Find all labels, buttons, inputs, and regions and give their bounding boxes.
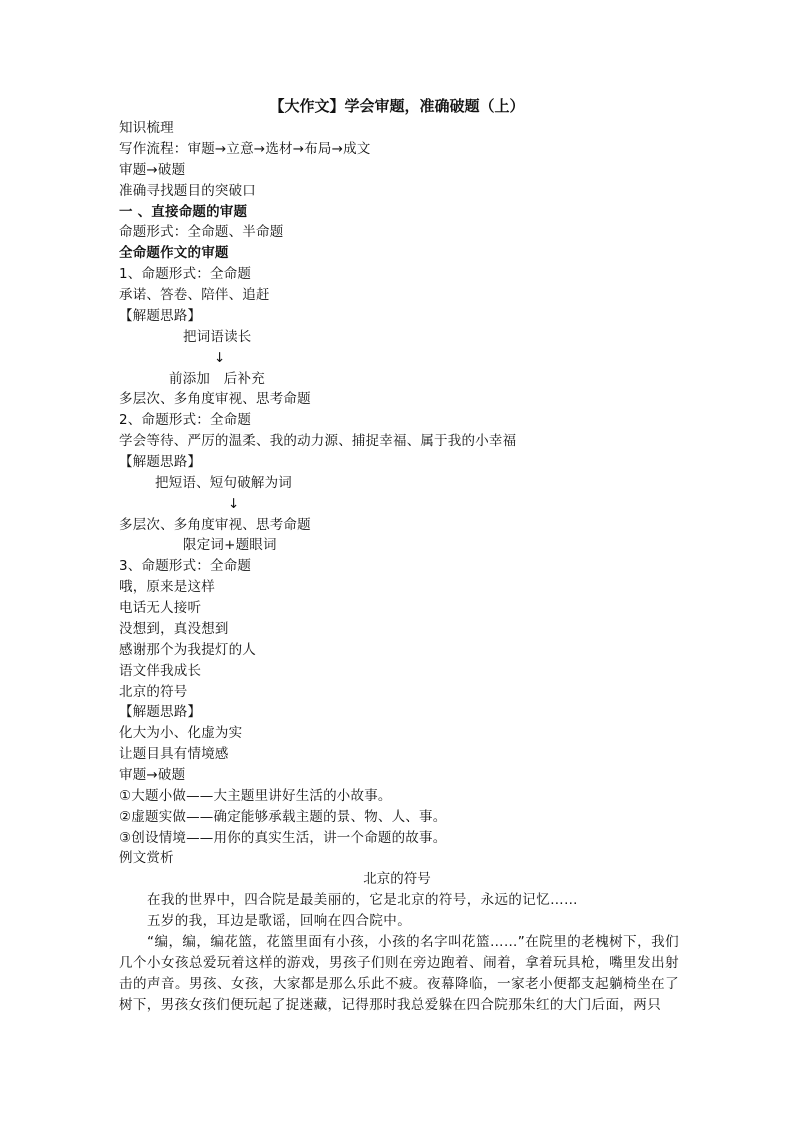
essay-paragraph: “编，编，编花篮，花篮里面有小孩，小孩的名字叫花篮……”在院里的老槐树下，我们几个小女孩总爱玩着这样的游戏，男孩子们则在旁边跑着、闹着，拿着玩具枪，嘴里发出射击的声音。男孩、女孩，大家都是那么乐此不疲。夜幕降临，一家老小便都支起躺椅坐在了树下，男孩女孩们便玩起了捉迷藏，记得那时我总爱躲在四合院那朱红的大门后面，两只 [119,934,679,1013]
down-arrow-icon: ↓ [228,496,240,512]
text-line: 1、命题形式：全命题 [119,266,252,282]
text-line: 承诺、答卷、陪伴、追赶 [119,287,270,303]
hint-heading: 【解题思路】 [119,704,202,720]
text-line: 电话无人接听 [119,600,202,616]
text-line: 让题目具有情境感 [119,746,229,762]
text-line: 感谢那个为我提灯的人 [119,642,256,658]
text-line: 前添加 后补充 [169,371,265,387]
text-line: 北京的符号 [119,684,188,700]
text-line: 限定词+题眼词 [183,537,277,553]
text-line: ③创设情境——用你的真实生活，讲一个命题的故事。 [119,830,447,846]
essay-title: 北京的符号 [363,871,431,887]
text-line: 多层次、多角度审视、思考命题 [119,391,311,407]
essay-paragraph: 在我的世界中，四合院是最美丽的，它是北京的符号，永远的记忆…… [147,892,578,908]
section-heading: 例文赏析 [119,850,174,866]
text-line: 准确寻找题目的突破口 [119,183,256,199]
text-line: 3、命题形式：全命题 [119,558,252,574]
text-line: 2、命题形式：全命题 [119,412,252,428]
document-title: 【大作文】学会审题，准确破题（上） [269,97,525,115]
text-line: 化大为小、化虚为实 [119,725,243,741]
text-line: 学会等待、严厉的温柔、我的动力源、捕捉幸福、属于我的小幸福 [119,433,517,449]
hint-heading: 【解题思路】 [119,454,202,470]
hint-heading: 【解题思路】 [119,308,202,324]
text-line: 写作流程：审题→立意→选材→布局→成文 [119,141,371,157]
section-heading: 一 、直接命题的审题 [119,204,248,220]
text-line: 哦，原来是这样 [119,579,215,595]
text-line: 没想到，真没想到 [119,621,229,637]
section-heading: 知识梳理 [119,120,174,136]
text-line: 多层次、多角度审视、思考命题 [119,517,311,533]
essay-paragraph: 五岁的我，耳边是歌谣，回响在四合院中。 [147,913,412,929]
text-line: 语文伴我成长 [119,663,202,679]
section-heading: 全命题作文的审题 [119,245,229,261]
text-line: 命题形式：全命题、半命题 [119,224,284,240]
text-line: ②虚题实做——确定能够承载主题的景、物、人、事。 [119,809,447,825]
text-line: 审题→破题 [119,162,186,178]
text-line: 把短语、短句破解为词 [155,475,292,491]
down-arrow-icon: ↓ [214,350,226,366]
text-line: 把词语读长 [183,329,252,345]
text-line: 审题→破题 [119,767,186,783]
text-line: ①大题小做——大主题里讲好生活的小故事。 [119,788,392,804]
